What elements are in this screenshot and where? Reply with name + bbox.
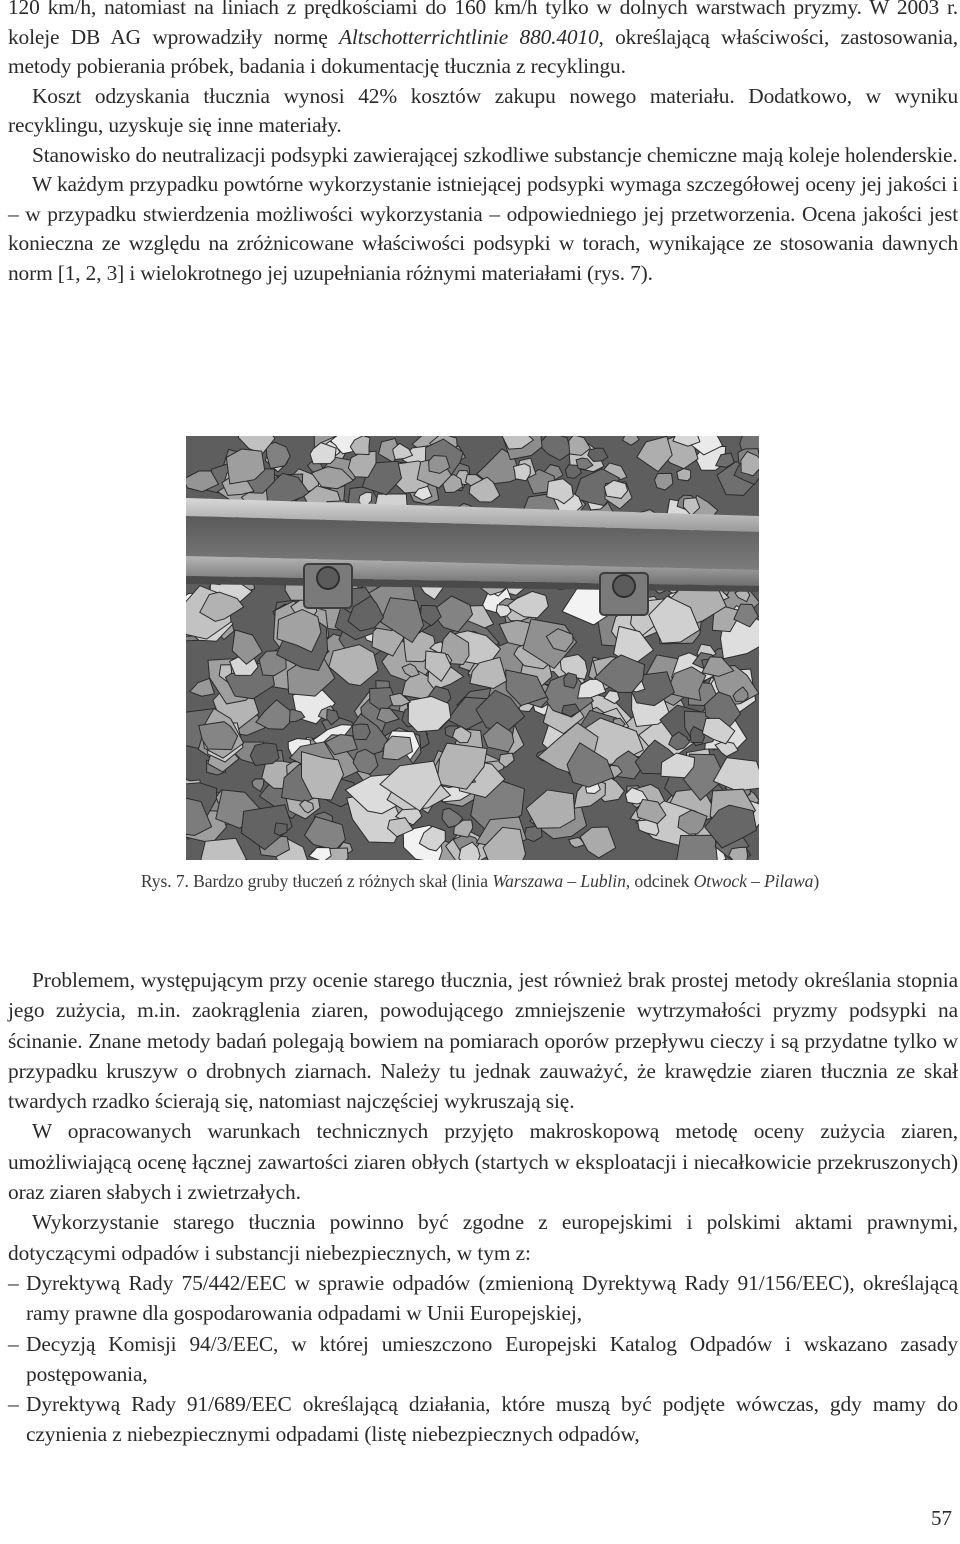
rail-clip-right (600, 573, 648, 615)
caption-section-name: Otwock – Pilawa (693, 871, 814, 891)
list-item-text: Dyrektywą Rady 75/442/EEC w sprawie odpadów (zmienioną Dyrektywą Rady 91/156/EEC), określającą ramy prawne dla gospodarowania odpadami w Unii Europejskiej, (26, 1270, 958, 1326)
caption-prefix: Rys. 7. Bardzo gruby tłuczeń z różnych skał (linia (140, 871, 493, 891)
lower-text-block (8, 965, 958, 1450)
ballast-stone (353, 724, 371, 740)
figure-caption (0, 870, 960, 892)
ballast-photo-svg (186, 436, 759, 860)
list-item (8, 1268, 958, 1329)
list-item-text: Decyzją Komisji 94/3/EEC, w której umieszczono Europejski Katalog Odpadów i wskazano zasady postępowania, (26, 1331, 958, 1386)
ballast-stone (676, 835, 717, 860)
paragraph-2: Koszt odzyskania tłucznia wynosi 42% kosztów zakupu nowego materiału. Dodatkowo, w wyniku recyklingu, uzyskuje się inne materiały. (8, 83, 958, 137)
ballast-stone (514, 464, 531, 481)
caption-suffix: ) (813, 871, 820, 891)
caption-line-name: Warszawa – Lublin, (492, 871, 631, 891)
paragraph-6: W opracowanych warunkach technicznych przyjęto makroskopową metodę oceny zużycia ziaren, umożliwiającą ocenę łącznej zawartości ziaren obłych (startych w eksploatacji i niecałkowicie przekruszonych) oraz ziaren słabych i zwietrzałych. (8, 1119, 958, 1205)
ballast-stone (250, 743, 279, 766)
list-item-text: Dyrektywą Rady 91/689/EEC określającą działania, które muszą być podjęte wówczas, gdy mamy do czynienia z niebezpiecznymi odpadami (listę niebezpiecznych odpadów, (26, 1392, 958, 1447)
p1-norm-name: Altschotterrichtlinie 880.4010 (339, 24, 599, 49)
paragraph-3: Stanowisko do neutralizacji podsypki zawierającej szkodliwe substancje chemiczne mają koleje holenderskie. (32, 142, 958, 167)
paragraph-1 (8, 0, 958, 82)
paragraph-5: Problemem, występującym przy ocenie starego tłucznia, jest również brak prostej metody określania stopnia jego zużycia, m.in. zaokrąglenia ziaren, powodującego zmniejszenie wytrzymałości pryzmy podsypki na ścinanie. Znane metody badań polegają bowiem na pomiarach oporów przepływu cieczy i są przydatne tylko w przypadku kruszyw o drobnych ziarnach. Należy tu jednak zauważyć, że krawędzie ziaren tłucznia ze skał twardych rzadko ścierają się, natomiast najczęściej wykruszają się. (8, 968, 958, 1114)
page-number: 57 (931, 1506, 952, 1530)
caption-mid: odcinek (630, 871, 694, 891)
dash-bullet: – (8, 1270, 19, 1295)
paragraph-4: W każdym przypadku powtórne wykorzystanie istniejącej podsypki wymaga szczegółowej oceny jej jakości i – w przypadku stwierdzenia możliwości wykorzystania – odpowiedniego jej przetworzenia. Ocena jakości jest konieczna ze względu na zróżnicowane właściwości podsypki w torach, wynikające ze stosowania dawnych norm [1, 2, 3] i wielokrotnego jej uzupełniania różnymi materiałami (rys. 7). (8, 172, 958, 285)
p1-start: 120 km/h, natomiast na liniach z prędkościami do 160 km/h tylko w dolnych warstwach pryzmy. W 2003 r. koleje DB AG wprowadziły normę (8, 0, 958, 49)
paragraph-7: Wykorzystanie starego tłucznia powinno być zgodne z europejskimi i polskimi aktami prawnymi, dotyczącymi odpadów i substancji niebezpiecznych, w tym z: (8, 1210, 958, 1265)
list-item (8, 1329, 958, 1390)
legal-acts-list (8, 1268, 958, 1450)
dash-bullet: – (8, 1331, 19, 1356)
ballast-stone (729, 847, 748, 860)
p1-end: , określającą właściwości, zastosowania, metody pobierania próbek, badania i dokumentację tłucznia z recyklingu. (8, 24, 958, 78)
list-item (8, 1389, 958, 1450)
upper-text-block (8, 0, 958, 288)
ballast-photo (186, 436, 759, 860)
rail-clip-left (304, 564, 352, 608)
dash-bullet: – (8, 1392, 19, 1417)
